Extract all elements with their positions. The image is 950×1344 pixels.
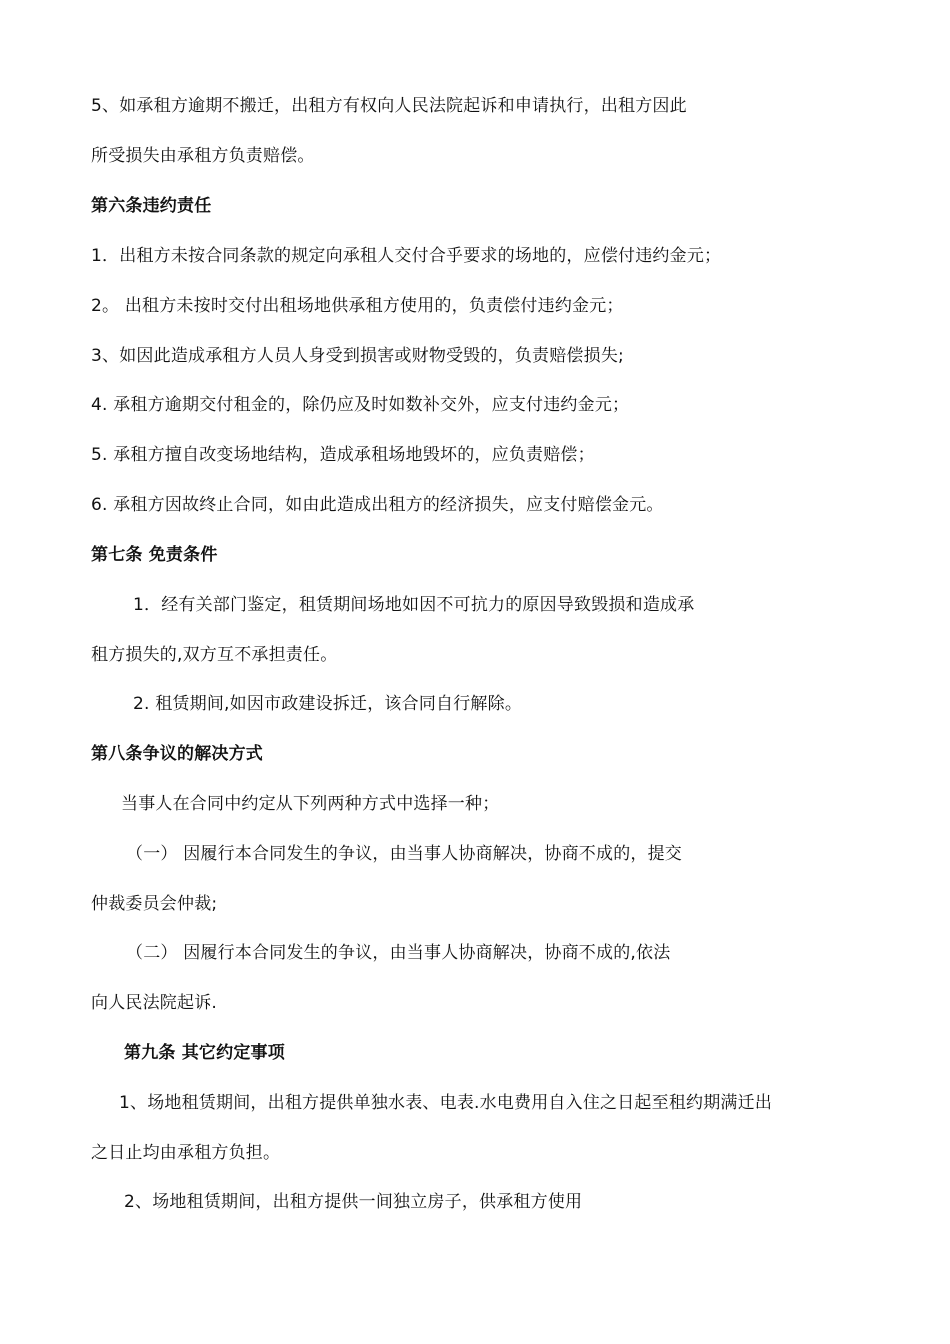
- article-8-option-1-line-2: 仲裁委员会仲裁;: [91, 894, 218, 914]
- article-9-item-1-line-2: 之日止均由承租方负担。: [91, 1143, 281, 1163]
- article-6-item-2: 2。 出租方未按时交付出租场地供承租方使用的，负责偿付违约金元；: [91, 296, 624, 316]
- article-8-option-2-line-2: 向人民法院起诉.: [91, 993, 218, 1013]
- article-6-item-5: 5. 承租方擅自改变场地结构，造成承租场地毁坏的，应负责赔偿；: [91, 445, 595, 465]
- article-7-item-1-line-2: 租方损失的,双方互不承担责任。: [91, 645, 338, 665]
- article-6-item-4: 4. 承租方逾期交付租金的，除仍应及时如数补交外，应支付违约金元；: [91, 395, 630, 415]
- article-6-heading: 第六条违约责任: [91, 196, 212, 216]
- article-8-option-2-line-1: （二） 因履行本合同发生的争议，由当事人协商解决，协商不成的,依法: [126, 943, 671, 963]
- article-8-option-1-line-1: （一） 因履行本合同发生的争议，由当事人协商解决，协商不成的，提交: [126, 844, 683, 864]
- article-8-heading: 第八条争议的解决方式: [91, 744, 263, 764]
- article-7-item-2: 2. 租赁期间,如因市政建设拆迁，该合同自行解除。: [133, 694, 523, 714]
- article-9-item-2: 2、场地租赁期间，出租方提供一间独立房子，供承租方使用: [124, 1192, 583, 1212]
- article-6-item-6: 6. 承租方因故终止合同，如由此造成出租方的经济损失，应支付赔偿金元。: [91, 495, 664, 515]
- article-8-intro: 当事人在合同中约定从下列两种方式中选择一种；: [121, 794, 500, 814]
- clause-5-5-line-1: 5、如承租方逾期不搬迁，出租方有权向人民法院起诉和申请执行，出租方因此: [91, 96, 687, 116]
- article-6-item-1: 1．出租方未按合同条款的规定向承租人交付合乎要求的场地的，应偿付违约金元；: [91, 246, 722, 266]
- article-9-item-1-line-1: 1、场地租赁期间，出租方提供单独水表、电表.水电费用自入住之日起至租约期满迁出: [119, 1093, 773, 1113]
- clause-5-5-line-2: 所受损失由承租方负责赔偿。: [91, 146, 315, 166]
- article-7-item-1-line-1: 1．经有关部门鉴定，租赁期间场地如因不可抗力的原因导致毁损和造成承: [133, 595, 695, 615]
- article-7-heading: 第七条 免责条件: [91, 545, 218, 565]
- article-9-heading: 第九条 其它约定事项: [124, 1043, 285, 1063]
- article-6-item-3: 3、如因此造成承租方人员人身受到损害或财物受毁的，负责赔偿损失;: [91, 346, 624, 366]
